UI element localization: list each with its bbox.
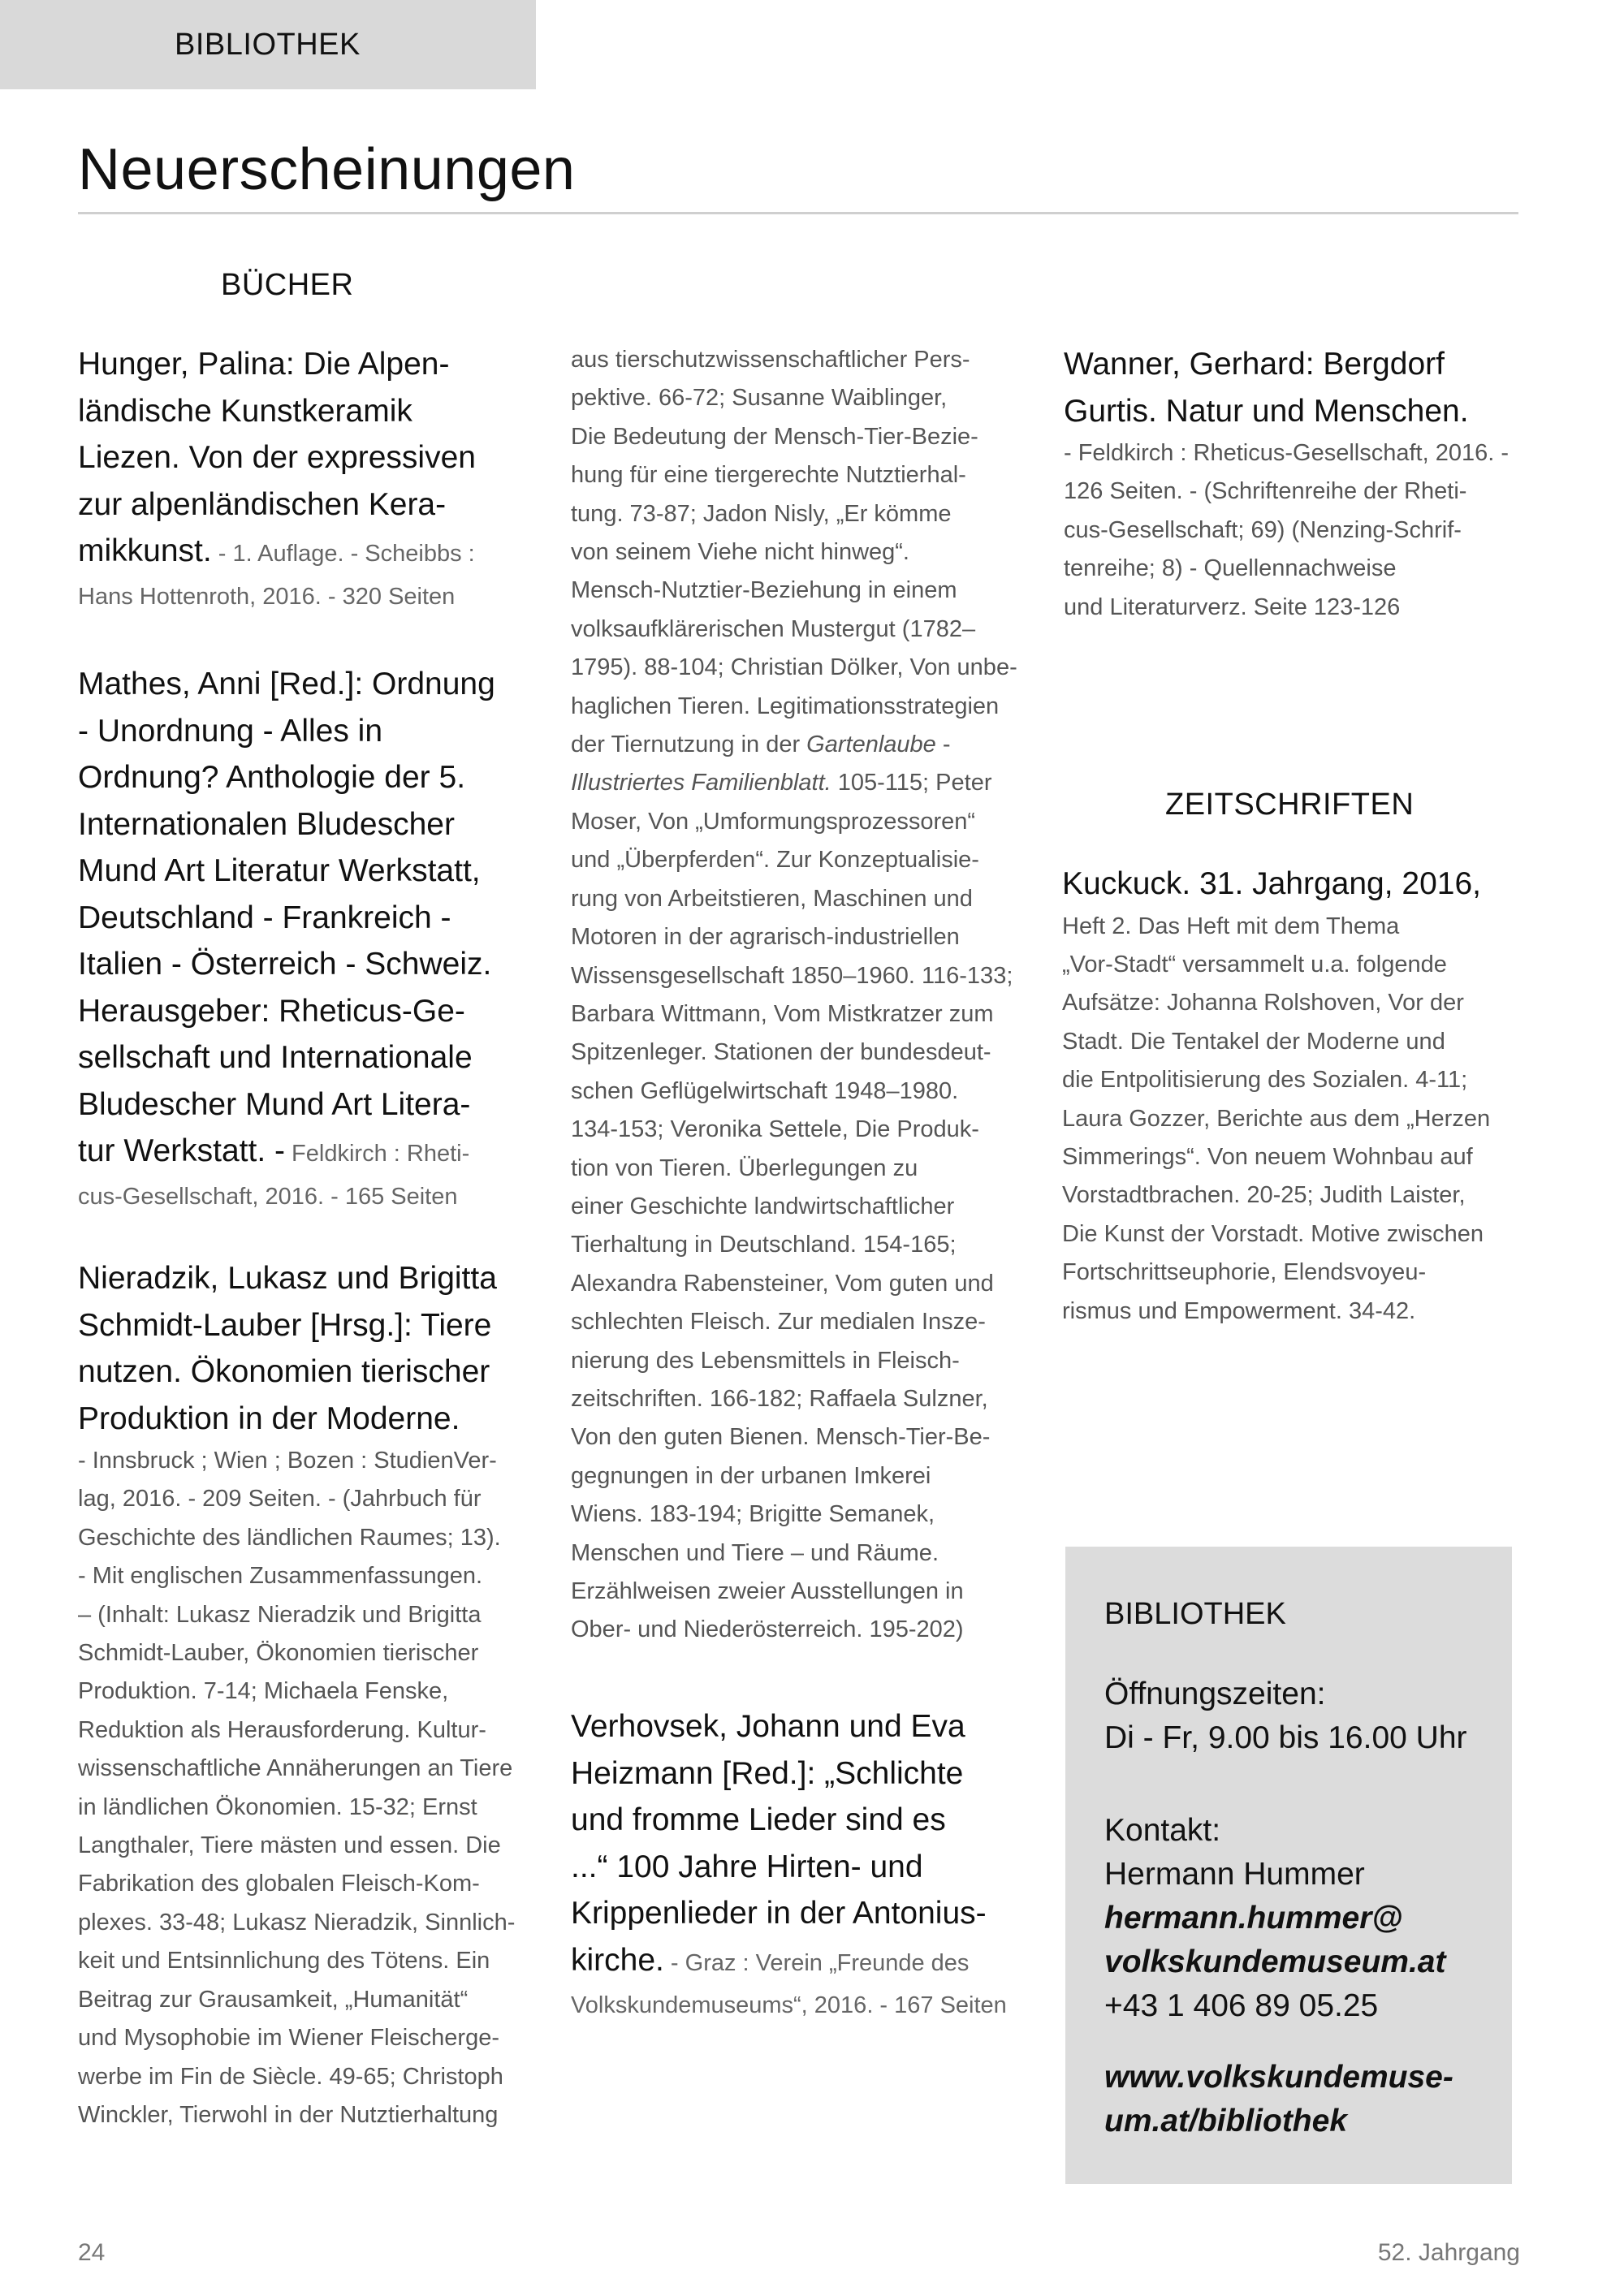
- library-url-link[interactable]: www.volkskundemuse-: [1104, 2060, 1453, 2095]
- volume-label: 52. Jahrgang: [1377, 2239, 1520, 2266]
- entry-meta-line: wissenschaftliche Annäherungen an Tiere: [78, 1755, 513, 1782]
- entry-meta-line: Schmidt-Lauber, Ökonomien tierischer: [78, 1640, 479, 1667]
- entry-meta-line: Die Kunst der Vorstadt. Motive zwischen: [1062, 1220, 1484, 1247]
- entry-meta-line: gegnungen in der urbanen Imkerei: [571, 1462, 931, 1489]
- entry-meta-line: Motoren in der agrarisch-industriellen: [571, 924, 960, 951]
- entry-meta-line: Barbara Wittmann, Vom Mistkratzer zum: [571, 1000, 994, 1027]
- entry-meta-line: hung für eine tiergerechte Nutztierhal-: [571, 462, 966, 489]
- journals-heading: ZEITSCHRIFTEN: [1165, 788, 1415, 822]
- entry-meta-line: schlechten Fleisch. Zur medialen Insze-: [571, 1309, 986, 1336]
- entry-meta-line: Reduktion als Herausforderung. Kultur-: [78, 1716, 486, 1743]
- page-title: Neuerscheinungen: [78, 137, 576, 202]
- italic-title: Gartenlaube: [806, 732, 936, 758]
- entry-meta-line: - Mit englischen Zusammenfassungen.: [78, 1563, 483, 1590]
- opening-hours-value: Di - Fr, 9.00 bis 16.00 Uhr: [1104, 1720, 1467, 1755]
- entry-meta-line: Simmerings“. Von neuem Wohnbau auf: [1062, 1143, 1473, 1170]
- entry-meta-line: – (Inhalt: Lukasz Nieradzik und Brigitta: [78, 1601, 482, 1628]
- entry-meta-line: keit und Entsinnlichung des Tötens. Ein: [78, 1948, 490, 1974]
- entry-meta-line: Aufsätze: Johanna Rolshoven, Vor der: [1062, 990, 1464, 1016]
- entry-meta-line: 126 Seiten. - (Schriftenreihe der Rheti-: [1064, 478, 1467, 505]
- entry-meta-line: zeitschriften. 166-182; Raffaela Sulzner,: [571, 1385, 988, 1412]
- italic-title: Illustriertes Familienblatt.: [571, 770, 831, 796]
- entry-title-line: Kuckuck. 31. Jahrgang, 2016,: [1062, 866, 1482, 901]
- entry-meta-line: tenreihe; 8) - Quellennachweise: [1064, 555, 1397, 582]
- entry-meta-inline: - Graz : Verein „Freunde des: [663, 1949, 970, 1976]
- entry-meta-line: „Vor-Stadt“ versammelt u.a. folgende: [1062, 951, 1447, 978]
- entry-meta-line: tung. 73-87; Jadon Nisly, „Er kömme: [571, 500, 952, 527]
- entry-meta-line: nierung des Lebensmittels in Fleisch-: [571, 1347, 960, 1374]
- entry-meta-line: Von den guten Bienen. Mensch-Tier-Be-: [571, 1424, 991, 1451]
- entry-meta-line: werbe im Fin de Siècle. 49-65; Christoph: [78, 2063, 503, 2090]
- entry-meta-line: cus-Gesellschaft; 69) (Nenzing-Schrif-: [1064, 516, 1462, 543]
- entry-meta-inline: Feldkirch : Rheti-: [285, 1141, 470, 1167]
- entry-title-line: und fromme Lieder sind es: [571, 1802, 946, 1837]
- entry-meta-line: pektive. 66-72; Susanne Waiblinger,: [571, 385, 948, 412]
- entry-meta-line: Fortschrittseuphorie, Elendsvoyeu-: [1062, 1259, 1427, 1286]
- entry-meta-line: aus tierschutzwissenschaftlicher Pers-: [571, 347, 970, 373]
- opening-hours-label: Öffnungszeiten:: [1104, 1677, 1326, 1711]
- section-header-band: [0, 0, 536, 89]
- entry-meta-line: Die Bedeutung der Mensch-Tier-Bezie-: [571, 423, 978, 450]
- entry-meta-line: Mensch-Nutztier-Beziehung in einem: [571, 577, 957, 604]
- entry-title-line: Heizmann [Red.]: „Schlichte: [571, 1755, 964, 1791]
- entry-title-line: Ordnung? Anthologie der 5.: [78, 760, 466, 795]
- page-number: 24: [78, 2239, 106, 2266]
- entry-title-line: zur alpenländischen Kera-: [78, 486, 447, 522]
- entry-meta-line: und „Überpferden“. Zur Konzeptualisie-: [571, 847, 979, 874]
- entry-meta-inline: - 1. Auflage. - Scheibbs :: [211, 541, 475, 567]
- info-box-title: BIBLIOTHEK: [1104, 1597, 1286, 1631]
- entry-meta-line: Alexandra Rabensteiner, Vom guten und: [571, 1270, 994, 1297]
- entry-meta-line: schen Geflügelwirtschaft 1948–1980.: [571, 1077, 959, 1104]
- entry-title-line: kirche.: [571, 1942, 664, 1978]
- entry-meta-line: Spitzenleger. Stationen der bundesdeut-: [571, 1039, 991, 1066]
- contact-name: Hermann Hummer: [1104, 1857, 1365, 1892]
- entry-meta-line: Stadt. Die Tentakel der Moderne und: [1062, 1028, 1445, 1055]
- entry-title-line: nutzen. Ökonomien tierischer: [78, 1354, 490, 1389]
- entry-meta-line: Laura Gozzer, Berichte aus dem „Herzen: [1062, 1105, 1491, 1132]
- book-entry-verhovsek: [571, 1703, 1007, 2026]
- entry-meta-line: Hans Hottenroth, 2016. - 320 Seiten: [78, 583, 456, 610]
- contact-phone: +43 1 406 89 05.25: [1104, 1988, 1379, 2023]
- entry-meta-line: 134-153; Veronika Settele, Die Produk-: [571, 1116, 979, 1143]
- entry-meta-line: Illustriertes Familienblatt. 105-115; Peter: [571, 770, 992, 796]
- entry-meta-line: der Tiernutzung in der Gartenlaube -: [571, 732, 951, 758]
- books-heading: BÜCHER: [221, 268, 354, 302]
- entry-meta-line: haglichen Tieren. Legitimationsstrategien: [571, 693, 1000, 719]
- entry-title-line: Liezen. Von der expressiven: [78, 440, 476, 475]
- entry-title-line: Mathes, Anni [Red.]: Ordnung: [78, 667, 495, 701]
- entry-meta-line: cus-Gesellschaft, 2016. - 165 Seiten: [78, 1183, 458, 1210]
- entry-meta-line: Volkskundemuseums“, 2016. - 167 Seiten: [571, 1992, 1007, 2018]
- book-entry-nieradzik-continued: [571, 341, 1017, 1650]
- contact-label: Kontakt:: [1104, 1813, 1221, 1848]
- book-entry-nieradzik: [78, 1255, 515, 2134]
- entry-meta-line: in ländlichen Ökonomien. 15-32; Ernst: [78, 1793, 477, 1820]
- entry-meta-line: Wissensgesellschaft 1850–1960. 116-133;: [571, 962, 1013, 989]
- entry-title-line: Mund Art Literatur Werkstatt,: [78, 853, 481, 888]
- section-label: BIBLIOTHEK: [175, 28, 361, 62]
- book-entry-hunger: [78, 341, 476, 616]
- entry-meta-line: von seinem Viehe nicht hinweg“.: [571, 539, 909, 566]
- entry-title-line: tur Werkstatt. -: [78, 1133, 285, 1168]
- entry-title-line: Italien - Österreich - Schweiz.: [78, 947, 492, 982]
- entry-meta-line: Vorstadtbrachen. 20-25; Judith Laister,: [1062, 1182, 1466, 1209]
- entry-meta-line: Geschichte des ländlichen Raumes; 13).: [78, 1524, 501, 1551]
- entry-meta-line: volksaufklärerischen Mustergut (1782–: [571, 615, 976, 642]
- entry-meta-line: Moser, Von „Umformungsprozessoren“: [571, 808, 976, 835]
- entry-title-line: Hunger, Palina: Die Alpen-: [78, 347, 450, 382]
- entry-meta-line: Langthaler, Tiere mästen und essen. Die: [78, 1832, 501, 1859]
- entry-title-line: Verhovsek, Johann und Eva: [571, 1709, 965, 1744]
- book-entry-wanner: [1064, 341, 1509, 627]
- entry-meta-line: - Feldkirch : Rheticus-Gesellschaft, 2016. -: [1064, 440, 1509, 466]
- entry-meta-line: Produktion. 7-14; Michaela Fenske,: [78, 1678, 449, 1705]
- entry-title-line: mikkunst.: [78, 533, 212, 568]
- entry-meta-line: rung von Arbeitstieren, Maschinen und: [571, 885, 973, 912]
- entry-title-line: Schmidt-Lauber [Hrsg.]: Tiere: [78, 1307, 492, 1343]
- title-divider: [78, 212, 1518, 214]
- contact-email-link[interactable]: hermann.hummer@: [1104, 1901, 1403, 1936]
- entry-meta-line: lag, 2016. - 209 Seiten. - (Jahrbuch für: [78, 1486, 482, 1513]
- entry-meta-line: 1795). 88-104; Christian Dölker, Von unbe-: [571, 654, 1017, 681]
- journal-entry-kuckuck: [1062, 861, 1490, 1331]
- library-url-link-cont[interactable]: um.at/bibliothek: [1104, 2104, 1348, 2138]
- entry-title-line: ländische Kunstkeramik: [78, 393, 412, 429]
- book-entry-mathes: [78, 661, 495, 1216]
- entry-title-line: Nieradzik, Lukasz und Brigitta: [78, 1261, 497, 1296]
- entry-title-line: Internationalen Bludescher: [78, 806, 455, 842]
- entry-meta-line: und Mysophobie im Wiener Fleischerge-: [78, 2025, 499, 2052]
- entry-meta-line: tion von Tieren. Überlegungen zu: [571, 1154, 918, 1181]
- entry-meta-line: Heft 2. Das Heft mit dem Thema: [1062, 913, 1400, 939]
- entry-title-line: ...“ 100 Jahre Hirten- und: [571, 1849, 923, 1884]
- entry-meta-line: Erzählweisen zweier Ausstellungen in: [571, 1578, 964, 1604]
- entry-meta-line: Winckler, Tierwohl in der Nutztierhaltung: [78, 2101, 499, 2128]
- entry-title-line: Deutschland - Frankreich -: [78, 900, 451, 935]
- entry-meta-line: Fabrikation des globalen Fleisch-Kom-: [78, 1871, 480, 1897]
- entry-meta-line: Tierhaltung in Deutschland. 154-165;: [571, 1232, 957, 1258]
- entry-title-line: Wanner, Gerhard: Bergdorf: [1064, 347, 1445, 382]
- entry-meta-line: und Literaturverz. Seite 123-126: [1064, 593, 1401, 620]
- entry-meta-line: Beitrag zur Grausamkeit, „Humanität“: [78, 1986, 469, 2013]
- entry-meta-line: rismus und Empowerment. 34-42.: [1062, 1297, 1416, 1324]
- entry-meta-line: Ober- und Niederösterreich. 195-202): [571, 1616, 964, 1643]
- entry-title-line: Gurtis. Natur und Menschen.: [1064, 393, 1469, 429]
- entry-meta-line: - Innsbruck ; Wien ; Bozen : StudienVer-: [78, 1448, 497, 1474]
- entry-meta-line: plexes. 33-48; Lukasz Nieradzik, Sinnlich-: [78, 1909, 516, 1936]
- entry-meta-line: einer Geschichte landwirtschaftlicher: [571, 1193, 955, 1219]
- entry-meta-line: Wiens. 183-194; Brigitte Semanek,: [571, 1501, 935, 1528]
- entry-meta-line: Menschen und Tiere – und Räume.: [571, 1539, 939, 1566]
- entry-title-line: - Unordnung - Alles in: [78, 713, 383, 749]
- entry-title-line: Krippenlieder in der Antonius-: [571, 1896, 987, 1931]
- entry-title-line: sellschaft und Internationale: [78, 1040, 473, 1075]
- entry-meta-line: die Entpolitisierung des Sozialen. 4-11;: [1062, 1067, 1468, 1094]
- entry-title-line: Herausgeber: Rheticus-Ge-: [78, 993, 465, 1029]
- contact-email-link-cont[interactable]: volkskundemuseum.at: [1104, 1944, 1446, 1979]
- entry-title-line: Bludescher Mund Art Litera-: [78, 1086, 471, 1122]
- library-info-box: [1065, 1547, 1512, 2184]
- entry-title-line: Produktion in der Moderne.: [78, 1400, 460, 1436]
